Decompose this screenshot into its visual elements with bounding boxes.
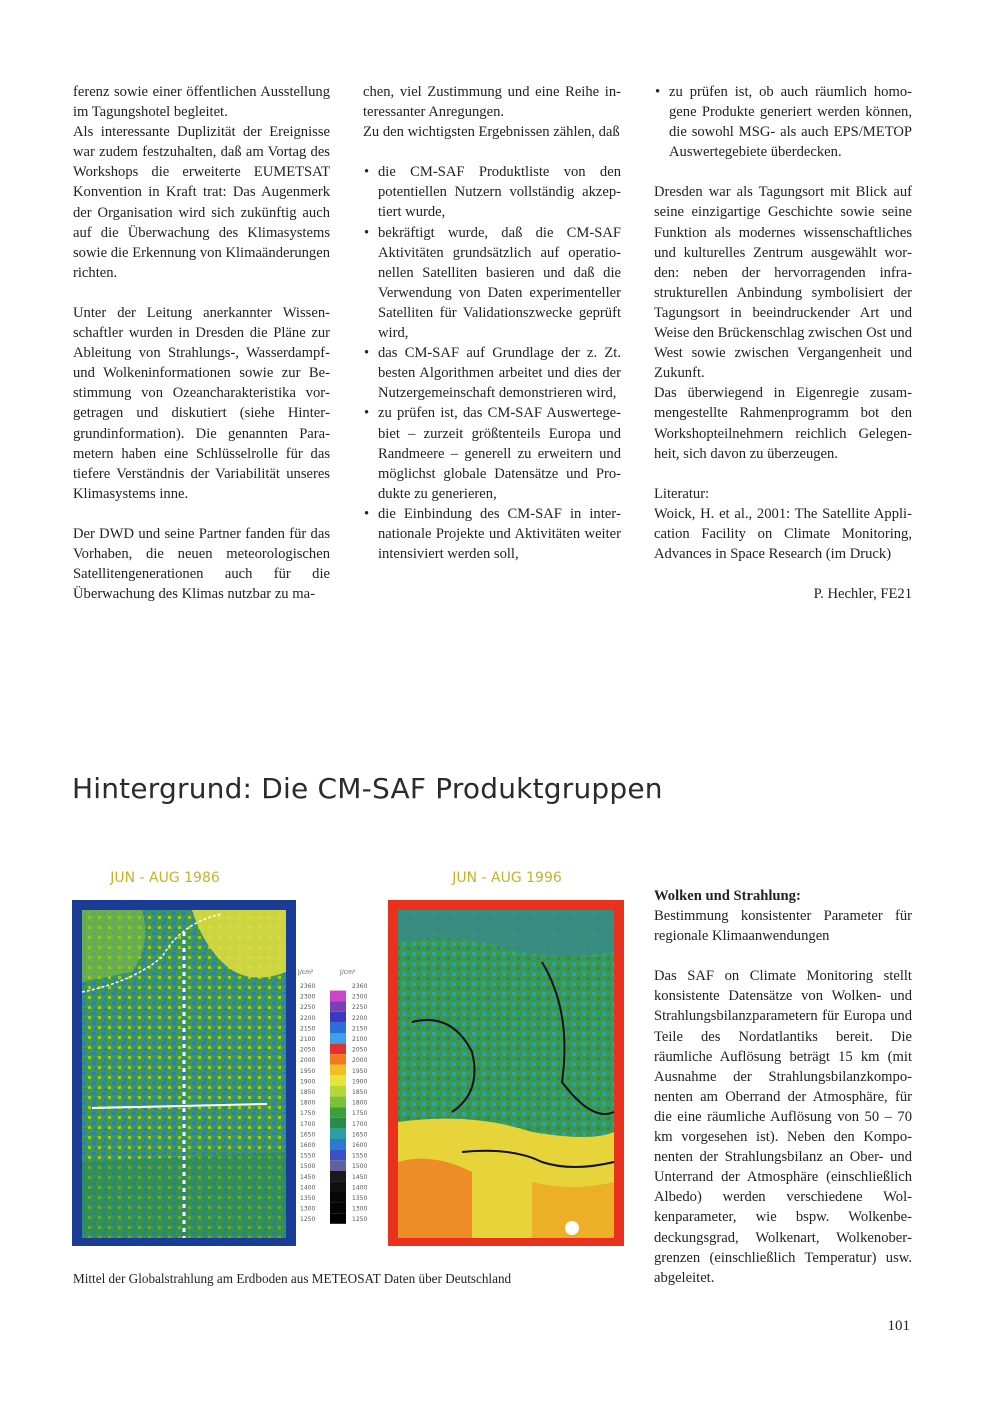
legend-swatch	[330, 991, 346, 1002]
legend-swatch	[330, 1192, 346, 1203]
legend-swatch	[330, 1107, 346, 1118]
legend-swatch	[330, 1001, 346, 1012]
legend-label: 2150	[352, 1025, 368, 1033]
legend-swatch	[330, 1086, 346, 1097]
legend-label: 2000	[352, 1057, 368, 1065]
author-signature: P. Hechler, FE21	[813, 586, 912, 603]
paragraph: Zu den wichtigsten Ergebnissen zählen, daß	[363, 124, 620, 141]
list-item: • zu prüfen ist, das CM-SAF Auswertegebiet – zurzeit größtenteils Europa und Randmeere – generell zu erweitern und möglichst globale Datensätze und Produkte zu generieren,	[363, 403, 621, 503]
legend-swatch	[330, 1012, 346, 1023]
legend-swatch	[330, 1075, 346, 1086]
legend-swatch	[330, 1181, 346, 1192]
figure-caption: Mittel der Globalstrahlung am Erdboden aus METEOSAT Daten über Deutschland	[73, 1271, 512, 1286]
legend-label: 2250	[352, 1004, 368, 1012]
literature-reference: Woick, H. et al., 2001: The Satellite Application Facility on Climate Monitoring, Advances in Space Research (im Druck)	[654, 505, 912, 562]
legend-label: 1800	[352, 1099, 368, 1107]
legend-label: 1400	[300, 1184, 316, 1192]
legend-unit: J/cm²	[340, 969, 356, 976]
legend-swatch	[330, 1118, 346, 1129]
legend-label: 1250	[352, 1216, 368, 1224]
legend-label: 1700	[352, 1120, 368, 1128]
figure-graphic	[72, 862, 624, 1246]
legend-label: 2050	[300, 1046, 316, 1054]
legend-swatch	[330, 1213, 346, 1224]
legend	[297, 969, 367, 1224]
legend-label: 1300	[300, 1205, 316, 1213]
list-item: • die Einbindung des CM-SAF in internationale Projekte und Aktivitäten weiter intensiviert werden soll,	[363, 504, 621, 564]
legend-label: 2300	[300, 993, 316, 1001]
left-map-title: JUN - AUG 1986	[110, 870, 220, 886]
legend-label: 2050	[352, 1046, 368, 1054]
results-list	[363, 162, 621, 564]
right-map-title: JUN - AUG 1996	[452, 870, 562, 886]
legend-label: 2150	[300, 1025, 316, 1033]
legend-label: 2360	[352, 983, 368, 990]
left-map-1986	[72, 900, 296, 1246]
legend-label: 2360	[300, 983, 316, 990]
legend-label: 1350	[300, 1195, 316, 1202]
legend-label: 1850	[300, 1089, 316, 1096]
paragraph: Das überwiegend in Eigenregie zusammengestellte Rahmenprogramm bot den Workshopteilnehmern reichlich Gelegenheit, sich davon zu überzeugen.	[654, 385, 912, 462]
side-body: Das SAF on Climate Monitoring stellt konsistente Datensätze von Wolken- und Strahlungsbilanzparametern für Europa und Teile des Nordatlantiks bereit. Die räumliche Auflösung beträgt 15 km (mit Ausnahme der Strahlungsbilanzkomponenten am Oberrand der Atmosphäre, für die eine räumliche Auflösung von 50 – 70 km vorgesehen ist). Neben den Komponenten der Strahlungsbilanz an Ober- und Unterrand der Atmosphäre (einschließlich Albedo) werden verschiedene Wolkenparameter, wie bspw. Wolkenbedeckungsgrad, Wolkenart, Wolkenobergrenzen (einschließlich Temperatur) usw. abgeleitet.	[654, 968, 912, 1286]
legend-label: 1450	[300, 1173, 316, 1181]
legend-label: 1650	[352, 1131, 368, 1139]
legend-label: 1750	[300, 1110, 316, 1118]
legend-label: 1900	[300, 1078, 316, 1086]
legend-label: 2200	[352, 1014, 368, 1022]
right-map-1996	[388, 900, 624, 1246]
legend-label: 2100	[300, 1036, 316, 1043]
legend-swatch	[330, 980, 346, 991]
legend-swatch	[330, 1044, 346, 1055]
legend-swatch	[330, 1150, 346, 1161]
side-subtitle: Bestimmung konsistenter Parameter für regionale Klimaanwendungen	[654, 908, 912, 945]
legend-swatch	[330, 1203, 346, 1214]
legend-label: 1600	[352, 1142, 368, 1149]
paragraph: Als interessante Duplizität der Ereignisse war zudem festzuhalten, daß am Vortag des Workshops die erweiterte EUMETSAT Konvention in Kraft trat: Das Augenmerk der Organisation wird sich zukünftig auch auf die Überwachung des Klimasystems sowie die Erkennung von Klimaänderungen richten.	[73, 124, 330, 281]
text-column-3	[654, 82, 912, 604]
legend-label: 2250	[300, 1004, 316, 1012]
legend-swatch	[330, 1128, 346, 1139]
paragraph: Dresden war als Tagungsort mit Blick auf seine einzigartige Geschichte sowie seine Funktion als modernes wissenschaftliches und kulturelles Zentrum ausgewählt worden: neben der hervorragenden infrastrukturellen Anbindung symbolisiert der Tagungsort in beeindruckender Art und Weise den Brückenschlag zwischen Ost und West sowie zwischen Vergangenheit und Zukunft.	[654, 184, 912, 382]
page-number: 101	[887, 1318, 910, 1334]
legend-swatch	[330, 1054, 346, 1065]
paragraph: ferenz sowie einer öffentlichen Ausstellung im Tagungshotel begleitet.	[73, 84, 330, 121]
legend-label: 1850	[352, 1089, 368, 1096]
legend-label: 1450	[352, 1173, 368, 1181]
side-title-text: Wolken und Strahlung:	[654, 888, 801, 904]
legend-label: 1700	[300, 1120, 316, 1128]
legend-label: 1400	[352, 1184, 368, 1192]
legend-label: 1950	[352, 1067, 368, 1075]
list-item: • die CM-SAF Produktliste von den potentiellen Nutzern vollständig akzeptiert wurde,	[363, 162, 621, 222]
legend-swatch	[330, 1171, 346, 1182]
legend-label: 2300	[352, 993, 368, 1001]
legend-label: 1600	[300, 1142, 316, 1149]
results-list-continued	[654, 82, 912, 162]
paragraph: Unter der Leitung anerkannter Wissenschaftler wurden in Dresden die Pläne zur Ableitung von Strahlungs-, Wasserdampf- und Wolkeninformationen sowie zur Bestimmung von Ozeancharakteristika vorgetragen und diskutiert (siehe Hintergrundinformation). Die genannten Parametern haben eine Schlüsselrolle für das tiefere Verständnis der Variabilität unseres Klimasystems inne.	[73, 304, 330, 502]
legend-swatch	[330, 1022, 346, 1033]
legend-label: 1500	[352, 1163, 368, 1171]
legend-label: 1950	[300, 1067, 316, 1075]
legend-swatch	[330, 1139, 346, 1150]
section-headline: Hintergrund: Die CM-SAF Produktgruppen	[72, 772, 663, 805]
text-column-2	[363, 82, 621, 564]
list-item: • zu prüfen ist, ob auch räumlich homogene Produkte generiert werden können, die sowohl MSG- als auch EPS/METOP Auswertegebiete überdecken.	[654, 82, 912, 162]
literature-label: Literatur:	[654, 485, 710, 502]
legend-label: 1250	[300, 1216, 316, 1224]
legend-label: 1350	[352, 1195, 368, 1202]
legend-label: 2100	[352, 1036, 368, 1043]
legend-label: 1550	[352, 1152, 368, 1160]
paragraph: chen, viel Zustimmung und eine Reihe interessanter Anregungen.	[363, 84, 621, 121]
legend-swatch	[330, 1065, 346, 1076]
legend-swatch	[330, 1160, 346, 1171]
text-column-1	[73, 82, 330, 604]
legend-label: 2000	[300, 1057, 316, 1065]
paragraph: Der DWD und seine Partner fanden für das Vorhaben, die neuen meteorologischen Satellitengenerationen auch für die Überwachung des Klimas nutzbar zu ma-	[73, 525, 330, 603]
legend-label: 1500	[300, 1163, 316, 1171]
legend-swatch	[330, 1097, 346, 1108]
legend-swatch	[330, 1033, 346, 1044]
legend-label: 1900	[352, 1078, 368, 1086]
legend-label: 1800	[300, 1099, 316, 1107]
legend-label: 2200	[300, 1014, 316, 1022]
legend-label: 1550	[300, 1152, 316, 1160]
legend-label: 1300	[352, 1205, 368, 1213]
legend-label: 1750	[352, 1110, 368, 1118]
legend-unit: J/cm²	[298, 969, 314, 976]
list-item: • das CM-SAF auf Grundlage der z. Zt. besten Algorithmen arbeitet und dies der Nutzergemeinschaft demonstrieren wird,	[363, 343, 621, 403]
side-text-column	[654, 886, 912, 1288]
legend-label: 1650	[300, 1131, 316, 1139]
radiation-maps-figure	[72, 862, 624, 1246]
list-item: • bekräftigt wurde, daß die CM-SAF Aktivitäten grundsätzlich auf operationellen Satelliten basieren und daß die Verwendung von Daten experimenteller Satelliten für Validationszwecke geprüft wird,	[363, 223, 621, 344]
side-title	[654, 886, 912, 906]
